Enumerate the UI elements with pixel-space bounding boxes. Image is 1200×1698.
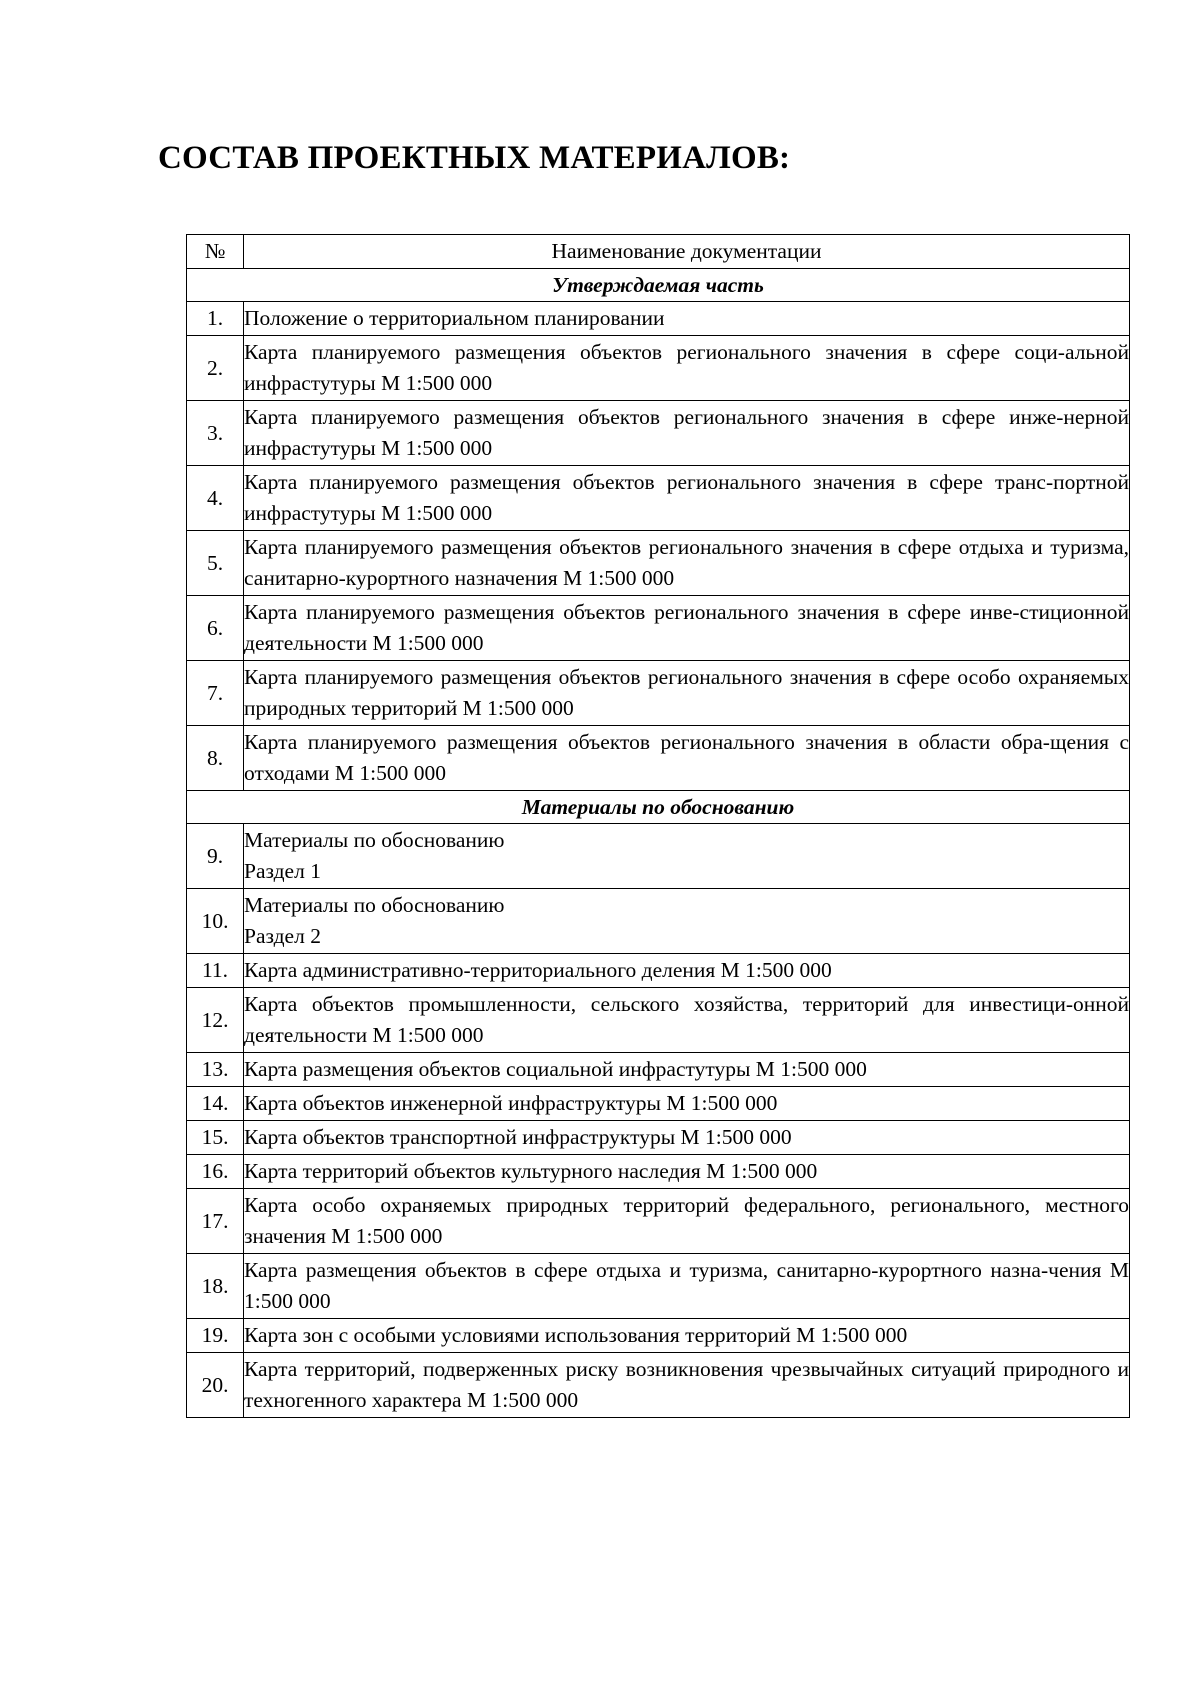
table-header-row <box>187 235 1130 269</box>
documents-table <box>186 234 1130 1418</box>
section-row-justification <box>187 791 1130 824</box>
row-name: Карта планируемого размещения объектов регионального значения в сфере отдыха и туризма, санитарно-курортного назначения М 1:500 000 <box>244 531 1130 596</box>
row-name: Карта объектов инженерной инфраструктуры М 1:500 000 <box>244 1087 1130 1121</box>
row-number: 3. <box>187 401 244 466</box>
table-row <box>187 1053 1130 1087</box>
row-name <box>244 889 1130 954</box>
row-name: Карта объектов транспортной инфраструктуры М 1:500 000 <box>244 1121 1130 1155</box>
table-row <box>187 336 1130 401</box>
section-title-approved: Утверждаемая часть <box>187 269 1130 302</box>
row-name: Карта объектов промышленности, сельского хозяйства, территорий для инвестици-онной деятельности М 1:500 000 <box>244 988 1130 1053</box>
row-number: 18. <box>187 1254 244 1319</box>
table-row <box>187 726 1130 791</box>
row-number: 2. <box>187 336 244 401</box>
table-row <box>187 1121 1130 1155</box>
table-row <box>187 954 1130 988</box>
row-name <box>244 824 1130 889</box>
row-number: 11. <box>187 954 244 988</box>
row-number: 12. <box>187 988 244 1053</box>
table-row <box>187 661 1130 726</box>
table-row <box>187 466 1130 531</box>
row-number: 16. <box>187 1155 244 1189</box>
row-name: Положение о территориальном планировании <box>244 302 1130 336</box>
row-number: 13. <box>187 1053 244 1087</box>
row-name: Карта планируемого размещения объектов регионального значения в сфере транс-портной инфрастутуры М 1:500 000 <box>244 466 1130 531</box>
row-name: Карта планируемого размещения объектов регионального значения в области обра-щения с отходами М 1:500 000 <box>244 726 1130 791</box>
row-name: Карта территорий, подверженных риску возникновения чрезвычайных ситуаций природного и техногенного характера М 1:500 000 <box>244 1353 1130 1418</box>
table-row <box>187 824 1130 889</box>
row-number: 5. <box>187 531 244 596</box>
row-name: Карта планируемого размещения объектов регионального значения в сфере особо охраняемых природных территорий М 1:500 000 <box>244 661 1130 726</box>
row-name: Карта планируемого размещения объектов регионального значения в сфере инже-нерной инфрастутуры М 1:500 000 <box>244 401 1130 466</box>
row-number: 14. <box>187 1087 244 1121</box>
section-title-justification: Материалы по обоснованию <box>187 791 1130 824</box>
row-name: Карта особо охраняемых природных территорий федерального, регионального, местного значения М 1:500 000 <box>244 1189 1130 1254</box>
row-number: 8. <box>187 726 244 791</box>
row-name-line: Материалы по обоснованию <box>244 828 505 852</box>
row-name-line: Раздел 1 <box>244 859 321 883</box>
row-number: 9. <box>187 824 244 889</box>
row-number: 10. <box>187 889 244 954</box>
row-number: 6. <box>187 596 244 661</box>
row-number: 17. <box>187 1189 244 1254</box>
table-row <box>187 1087 1130 1121</box>
row-name: Карта территорий объектов культурного наследия М 1:500 000 <box>244 1155 1130 1189</box>
table-row <box>187 1353 1130 1418</box>
row-number: 7. <box>187 661 244 726</box>
row-name: Карта размещения объектов в сфере отдыха и туризма, санитарно-курортного назна-чения М 1:500 000 <box>244 1254 1130 1319</box>
row-name: Карта размещения объектов социальной инфрастутуры М 1:500 000 <box>244 1053 1130 1087</box>
table-row <box>187 1254 1130 1319</box>
header-number: № <box>187 235 244 269</box>
table-row <box>187 1319 1130 1353</box>
table-row <box>187 302 1130 336</box>
row-name: Карта планируемого размещения объектов регионального значения в сфере соци-альной инфрастутуры М 1:500 000 <box>244 336 1130 401</box>
table-row <box>187 1189 1130 1254</box>
table-row <box>187 596 1130 661</box>
row-number: 19. <box>187 1319 244 1353</box>
row-number: 20. <box>187 1353 244 1418</box>
header-name: Наименование документации <box>244 235 1130 269</box>
row-name-line: Материалы по обоснованию <box>244 893 505 917</box>
row-number: 4. <box>187 466 244 531</box>
row-name: Карта планируемого размещения объектов регионального значения в сфере инве-стиционной деятельности М 1:500 000 <box>244 596 1130 661</box>
table-row <box>187 889 1130 954</box>
table-row <box>187 1155 1130 1189</box>
row-name-line: Раздел 2 <box>244 924 321 948</box>
table-row <box>187 401 1130 466</box>
row-number: 1. <box>187 302 244 336</box>
row-number: 15. <box>187 1121 244 1155</box>
row-name: Карта зон с особыми условиями использования территорий М 1:500 000 <box>244 1319 1130 1353</box>
section-row-approved <box>187 269 1130 302</box>
table-row <box>187 531 1130 596</box>
row-name: Карта административно-территориального деления М 1:500 000 <box>244 954 1130 988</box>
page-title: СОСТАВ ПРОЕКТНЫХ МАТЕРИАЛОВ: <box>158 140 791 176</box>
table-row <box>187 988 1130 1053</box>
